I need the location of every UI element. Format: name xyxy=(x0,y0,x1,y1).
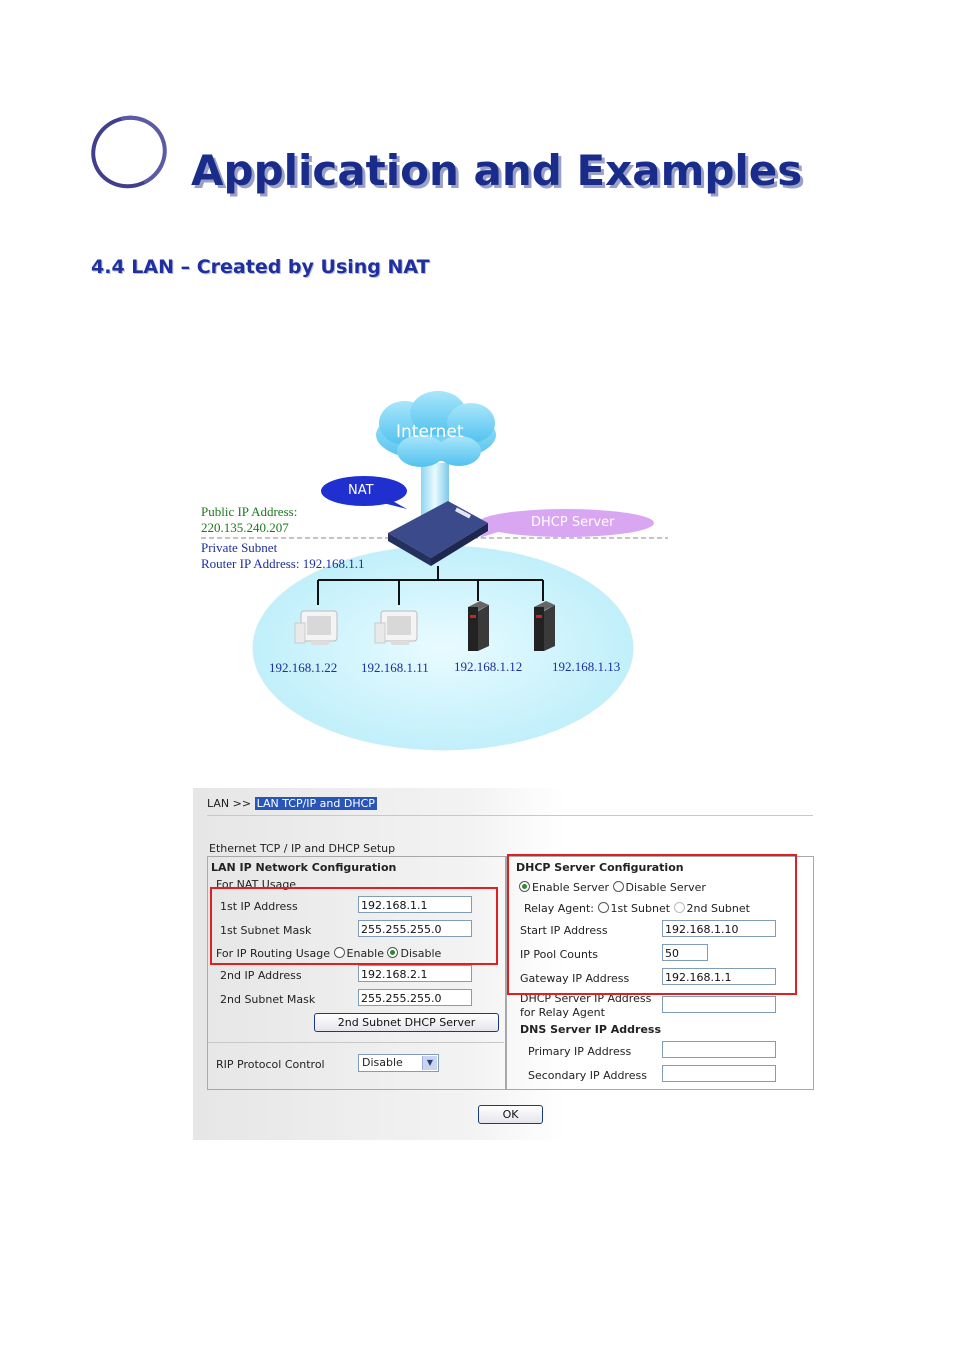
relay-server-ip-label-1: DHCP Server IP Address xyxy=(520,992,652,1005)
page-title: Application and Examples xyxy=(191,146,803,195)
lan-section-title: LAN IP Network Configuration xyxy=(211,861,397,874)
public-ip-label: Public IP Address: xyxy=(201,504,298,519)
nat-label: NAT xyxy=(348,483,374,498)
ok-button[interactable]: OK xyxy=(478,1105,543,1124)
private-subnet-label: Private Subnet xyxy=(201,540,278,555)
rip-label: RIP Protocol Control xyxy=(216,1058,325,1071)
secondary-dns-label: Secondary IP Address xyxy=(528,1069,647,1082)
breadcrumb-divider xyxy=(207,815,813,816)
network-diagram xyxy=(193,383,668,751)
chapter-circle-icon xyxy=(81,105,177,199)
dns-section-title: DNS Server IP Address xyxy=(520,1023,662,1036)
breadcrumb-current: LAN TCP/IP and DHCP xyxy=(256,797,375,810)
lan-setup-screenshot xyxy=(193,788,813,1140)
relay-server-ip-input[interactable] xyxy=(662,996,776,1013)
relay-server-ip-label-2: for Relay Agent xyxy=(520,1006,605,1019)
internet-label: Internet xyxy=(396,422,464,442)
disable-server-label: Disable Server xyxy=(625,881,706,894)
breadcrumb-root[interactable]: LAN >> xyxy=(207,797,252,810)
host-ip-3: 192.168.1.12 xyxy=(454,659,523,674)
ip1-label: 1st IP Address xyxy=(220,900,298,913)
mask2-label: 2nd Subnet Mask xyxy=(220,993,316,1006)
server-icon-2 xyxy=(534,601,555,651)
pc-icon-2 xyxy=(375,611,417,645)
primary-dns-input[interactable] xyxy=(662,1041,776,1058)
primary-dns-label: Primary IP Address xyxy=(528,1045,632,1058)
ip2-input[interactable]: 192.168.2.1 xyxy=(358,965,472,982)
host-ip-2: 192.168.1.11 xyxy=(361,660,429,675)
ip1-input[interactable]: 192.168.1.1 xyxy=(358,896,472,913)
dhcp-highlight-box xyxy=(507,854,797,995)
secondary-dns-input[interactable] xyxy=(662,1065,776,1082)
nat-usage-label: For NAT Usage xyxy=(216,878,297,891)
start-ip-input[interactable]: 192.168.1.10 xyxy=(662,920,776,937)
mask1-input[interactable]: 255.255.255.0 xyxy=(358,920,472,937)
host-ip-1: 192.168.1.22 xyxy=(269,660,338,675)
nat-highlight-box xyxy=(210,887,498,965)
enable-server-label: Enable Server xyxy=(532,881,610,894)
pc-icon-1 xyxy=(295,611,337,645)
relay-second-subnet-label: 2nd Subnet xyxy=(686,902,750,915)
pool-counts-label: IP Pool Counts xyxy=(520,948,599,961)
relay-first-subnet-label: 1st Subnet xyxy=(610,902,671,915)
router-ip-label: Router IP Address: 192.168.1.1 xyxy=(201,556,365,571)
rip-select[interactable] xyxy=(358,1054,439,1072)
section-heading: 4.4 LAN – Created by Using NAT xyxy=(91,256,430,278)
second-subnet-dhcp-button[interactable]: 2nd Subnet DHCP Server xyxy=(314,1013,499,1032)
dhcp-server-label: DHCP Server xyxy=(531,515,615,530)
dhcp-section-title: DHCP Server Configuration xyxy=(516,861,684,874)
host-ip-4: 192.168.1.13 xyxy=(552,659,621,674)
start-ip-label: Start IP Address xyxy=(520,924,608,937)
rip-divider xyxy=(208,1042,504,1043)
server-icon-1 xyxy=(468,601,489,651)
rip-select-value: Disable xyxy=(362,1056,403,1069)
pool-counts-input[interactable]: 50 xyxy=(662,944,708,961)
mask2-input[interactable]: 255.255.255.0 xyxy=(358,989,472,1006)
ip2-label: 2nd IP Address xyxy=(220,969,302,982)
routing-disable-label: Disable xyxy=(400,947,442,960)
breadcrumb xyxy=(207,797,377,810)
lan-area xyxy=(253,546,633,750)
gateway-ip-label: Gateway IP Address xyxy=(520,972,630,985)
chevron-down-icon: ▼ xyxy=(422,1056,437,1070)
public-ip-value: 220.135.240.207 xyxy=(201,520,289,535)
mask1-label: 1st Subnet Mask xyxy=(220,924,312,937)
gateway-ip-input[interactable]: 192.168.1.1 xyxy=(662,968,776,985)
relay-agent-label: Relay Agent: xyxy=(524,902,594,915)
setup-title: Ethernet TCP / IP and DHCP Setup xyxy=(209,842,396,855)
routing-usage-label: For IP Routing Usage xyxy=(216,947,331,960)
routing-enable-label: Enable xyxy=(346,947,384,960)
